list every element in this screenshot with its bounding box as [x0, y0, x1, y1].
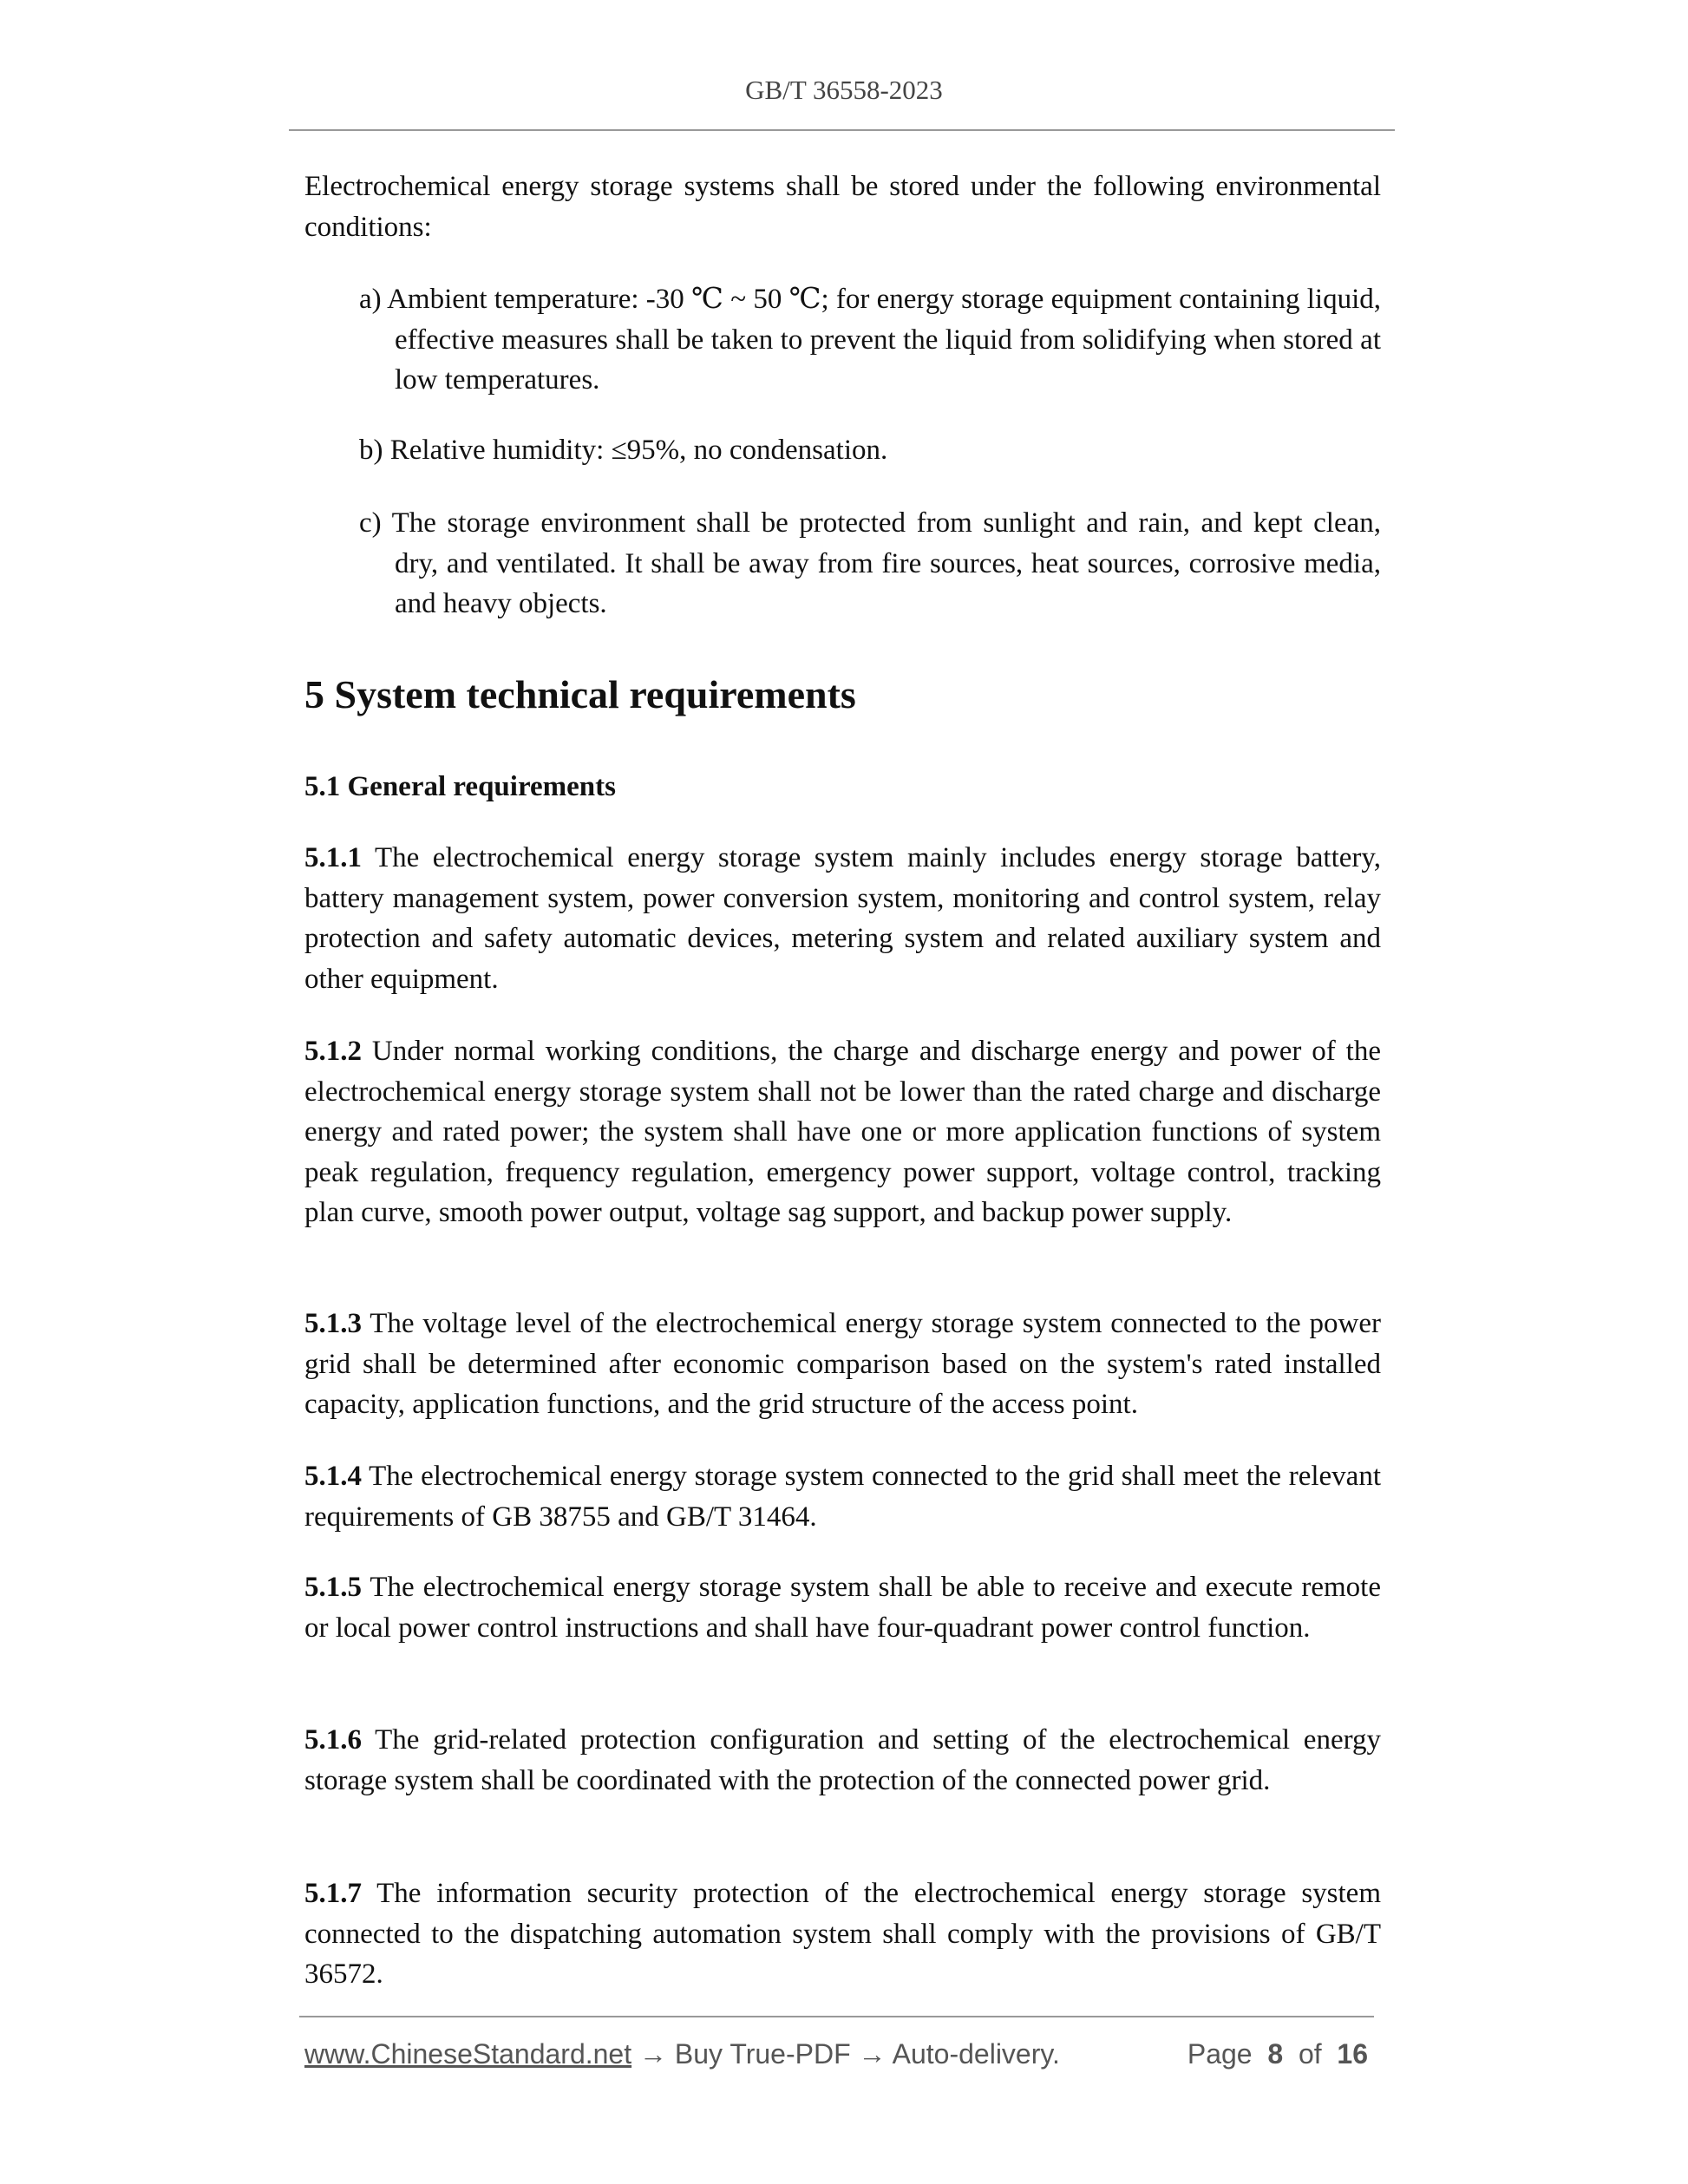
clause-number: 5.1.6: [304, 1724, 362, 1756]
page-number: 8: [1267, 2038, 1284, 2070]
clause-text: Under normal working conditions, the charge and discharge energy and power of the electrochemical energy storage system shall not be lower than the rated charge and discharge energy and rated power; the system shall have one or more application functions of system peak regulation, frequency regulation, emergency power support, voltage control, tracking plan curve, smooth power output, voltage sag support, and backup power supply.: [304, 1036, 1381, 1229]
intro-paragraph: Electrochemical energy storage systems shall be stored under the following environmental conditions:: [304, 171, 1381, 243]
condition-item: a) Ambient temperature: -30 ℃ ~ 50 ℃; for energy storage equipment containing liquid, effective measures shall be taken to prevent the liquid from solidifying when stored at low temperatures.: [359, 284, 1381, 396]
of-label: of: [1298, 2038, 1322, 2070]
clause-paragraph: [304, 1873, 1381, 1995]
website-link[interactable]: www.ChineseStandard.net: [304, 2038, 632, 2070]
clause-text: The electrochemical energy storage system shall be able to receive and execute remote or local power control instructions and shall have four-quadrant power control function.: [304, 1572, 1381, 1644]
page-label: Page: [1187, 2038, 1253, 2070]
clause-paragraph: [304, 1304, 1381, 1425]
footer-promo: [304, 2038, 1060, 2070]
clause-number: 5.1.5: [304, 1572, 362, 1603]
clause-paragraph: [304, 1031, 1381, 1233]
clause-paragraph: [304, 1456, 1381, 1537]
footer-divider: [299, 2016, 1374, 2017]
clause-number: 5.1.7: [304, 1878, 362, 1909]
clause-paragraph: [304, 1720, 1381, 1801]
total-pages: 16: [1337, 2038, 1368, 2070]
clause-number: 5.1.2: [304, 1036, 362, 1067]
clause-number: 5.1.1: [304, 842, 362, 873]
clause-text: The information security protection of the electrochemical energy storage system connected to the dispatching automation system shall comply with the provisions of GB/T 36572.: [304, 1878, 1381, 1991]
clause-text: The electrochemical energy storage system connected to the grid shall meet the relevant requirements of GB 38755 and GB/T 31464.: [304, 1461, 1381, 1533]
header-divider: [289, 129, 1395, 131]
clause-text: The grid-related protection configuration and setting of the electrochemical energy storage system shall be coordinated with the protection of the connected power grid.: [304, 1724, 1381, 1796]
condition-item: c) The storage environment shall be protected from sunlight and rain, and kept clean, dry, and ventilated. It shall be away from fire sources, heat sources, corrosive media, and heavy objects.: [359, 507, 1381, 620]
section-heading: 5 System technical requirements: [304, 672, 856, 716]
clause-paragraph: [304, 1567, 1381, 1648]
condition-item: b) Relative humidity: ≤95%, no condensation.: [359, 435, 888, 466]
page-footer: [304, 2038, 1368, 2070]
document-header: GB/T 36558-2023: [745, 75, 943, 105]
clause-text: The voltage level of the electrochemical energy storage system connected to the power grid shall be determined after economic comparison based on the system's rated installed capacity, application functions, and the grid structure of the access point.: [304, 1308, 1381, 1421]
clause-number: 5.1.3: [304, 1308, 362, 1339]
clause-number: 5.1.4: [304, 1461, 362, 1492]
footer-promo-text: → Buy True-PDF → Auto-delivery.: [631, 2038, 1060, 2070]
clause-text: The electrochemical energy storage system mainly includes energy storage battery, battery management system, power conversion system, monitoring and control system, relay protection and safety automatic devices, metering system and related auxiliary system and other equipment.: [304, 842, 1381, 995]
subsection-heading: 5.1 General requirements: [304, 771, 616, 802]
page-indicator: [1187, 2038, 1368, 2070]
clause-paragraph: [304, 838, 1381, 999]
